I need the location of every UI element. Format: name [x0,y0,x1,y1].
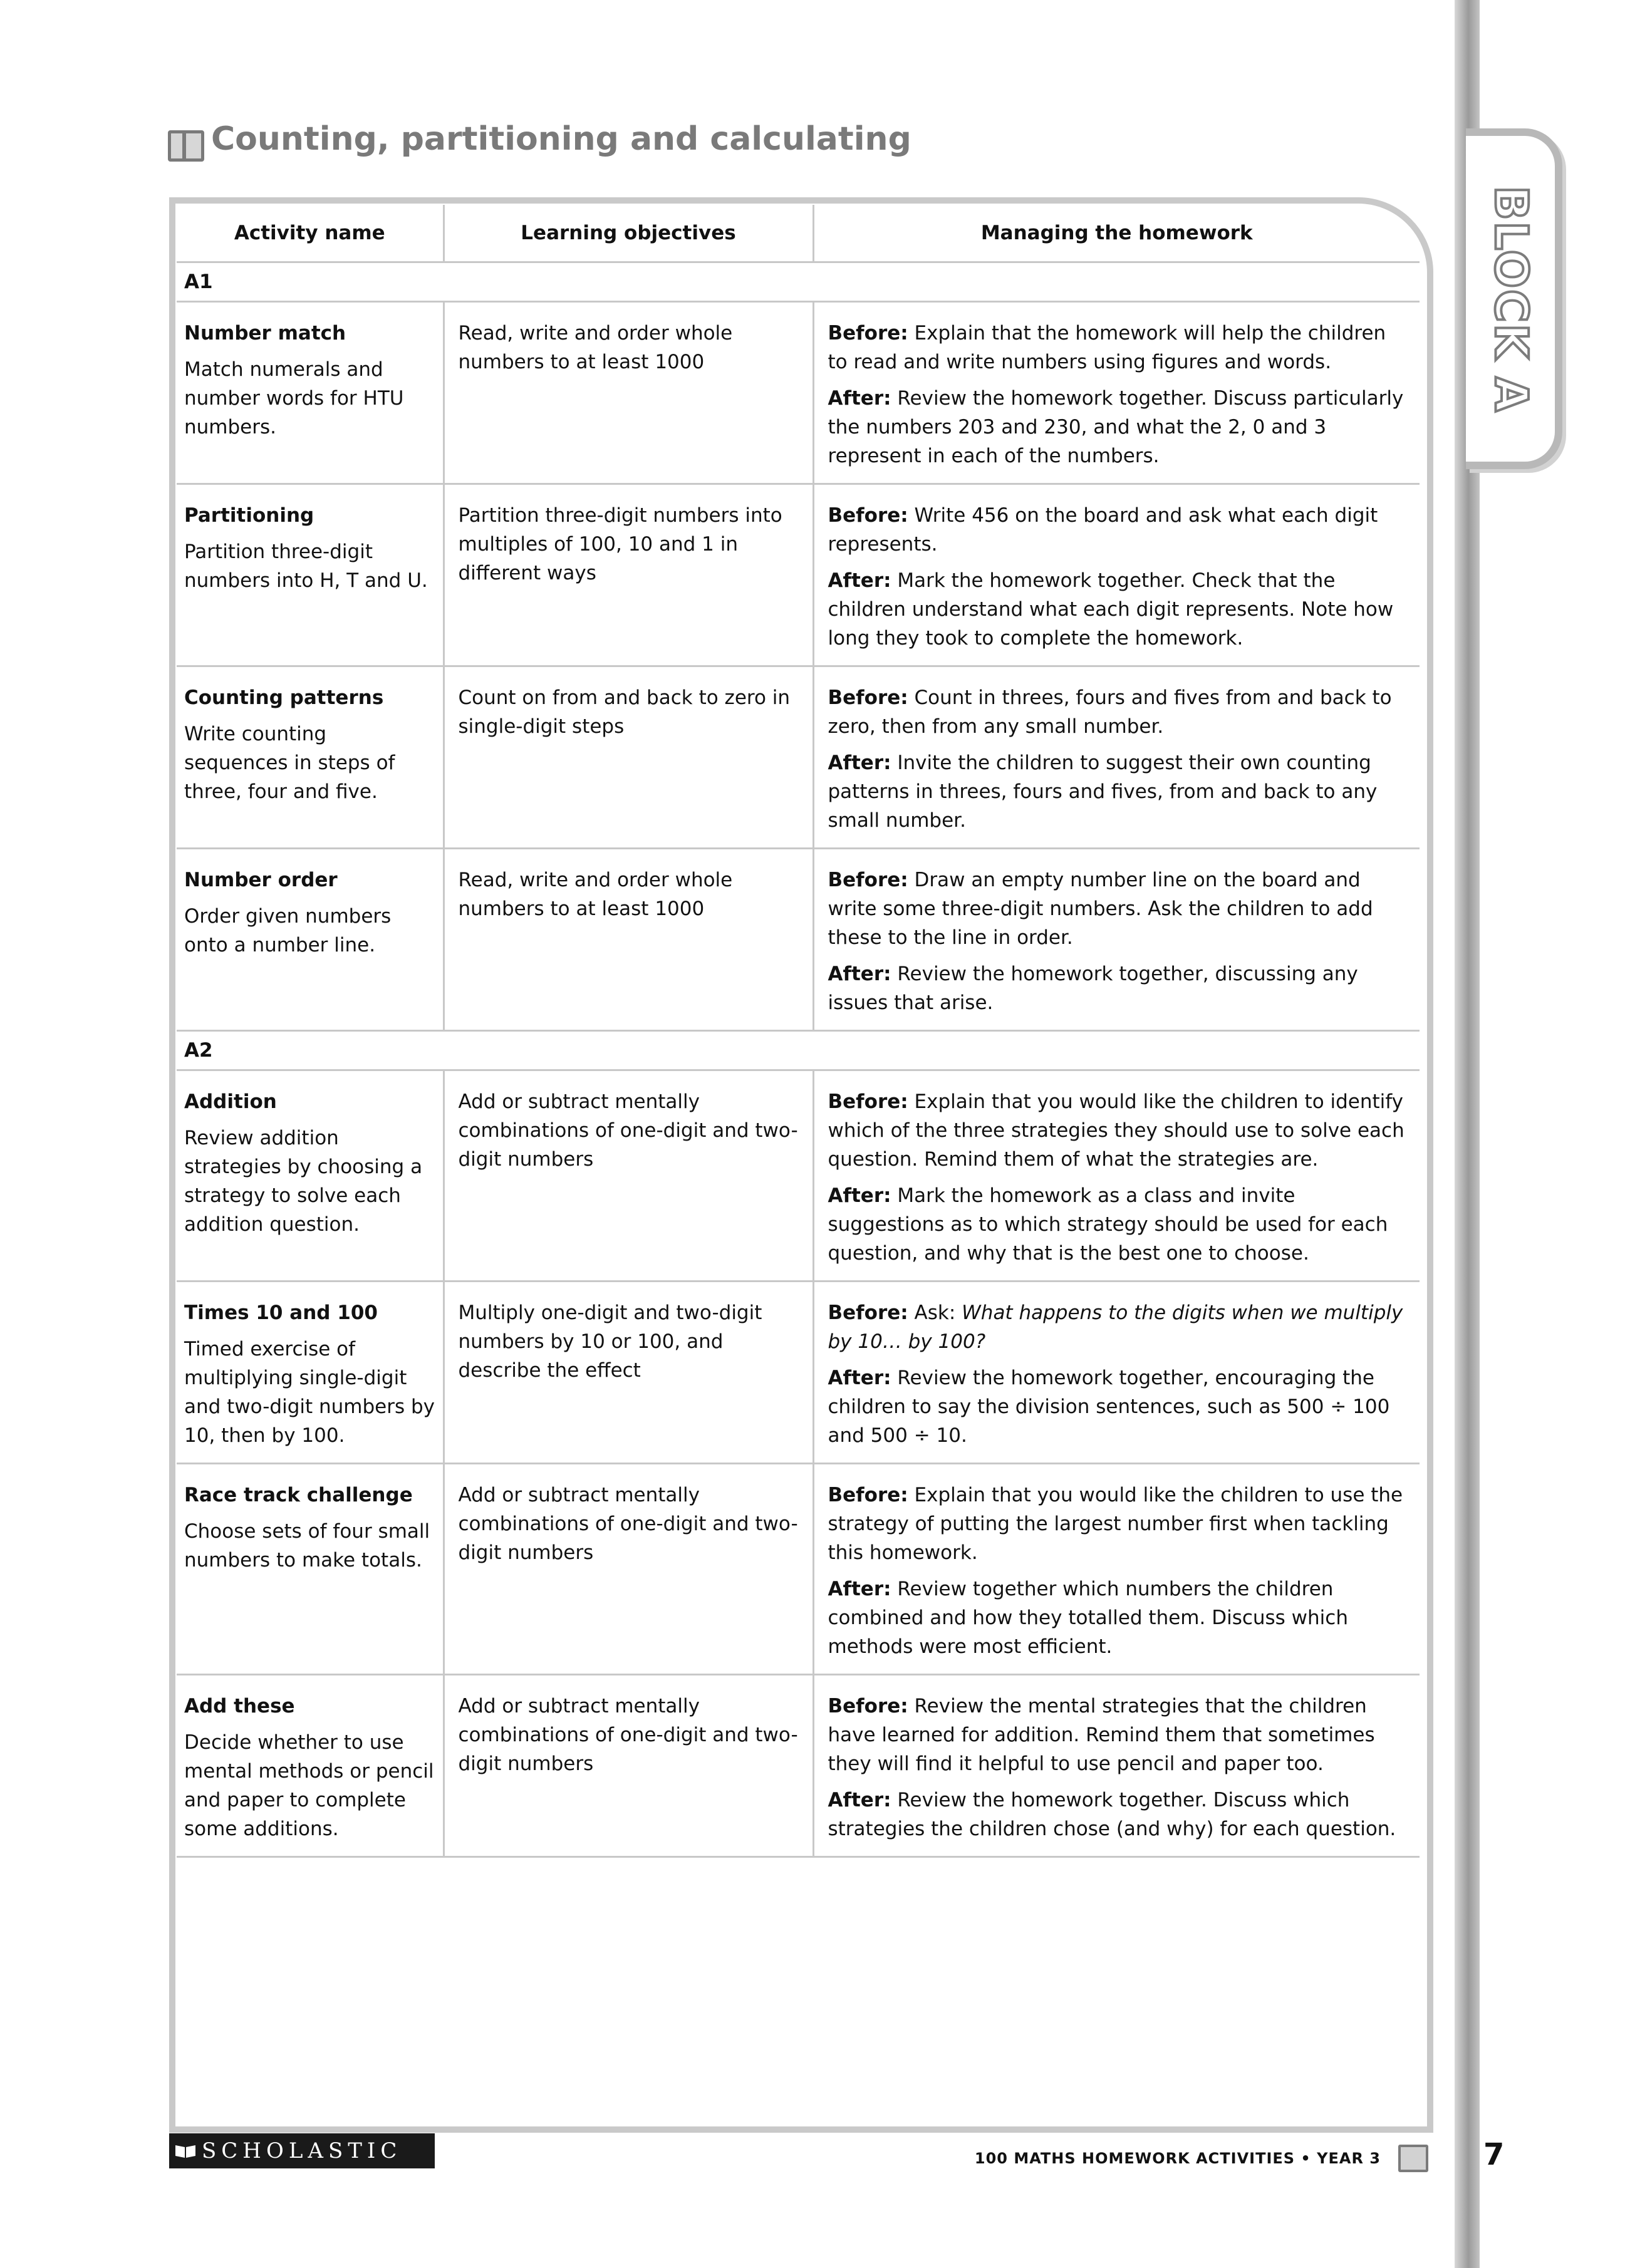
book-icon [1398,2145,1428,2172]
learning-objective: Add or subtract mentally combinations of one-digit and two-digit numbers [458,1090,798,1171]
activity-description: Write counting sequences in steps of three, four and five. [184,723,395,803]
table-row [177,1675,1420,1857]
activity-cell [177,1464,444,1675]
after-label: After: [828,1184,891,1207]
before-label: Before: [828,1695,908,1717]
after-text: Mark the homework together. Check that the children understand what each digit represents. Note how long they took to complete the homework. [828,569,1394,650]
activity-cell [177,1070,444,1282]
activity-name: Times 10 and 100 [184,1302,378,1324]
table-row [177,1282,1420,1464]
after-label: After: [828,752,891,774]
series-title: 100 MATHS HOMEWORK ACTIVITIES • YEAR 3 [974,2150,1381,2167]
table-header-row [177,205,1420,262]
learning-objective: Add or subtract mentally combinations of one-digit and two-digit numbers [458,1695,798,1775]
before-note [828,501,1409,559]
after-note [828,1575,1409,1661]
learning-objective: Count on from and back to zero in single-digit steps [458,686,791,738]
managing-cell [813,484,1420,666]
publisher-name: SCHOLASTIC [202,2138,402,2163]
section-row [177,262,1420,302]
managing-cell [813,1282,1420,1464]
before-note [828,683,1409,741]
table-body [177,262,1420,1857]
activity-description: Review addition strategies by choosing a strategy to solve each addition question. [184,1127,423,1236]
activity-cell [177,1675,444,1857]
after-label: After: [828,569,891,592]
activity-description: Decide whether to use mental methods or pencil and paper to complete some additions. [184,1731,434,1840]
before-label: Before: [828,686,908,709]
table-row [177,302,1420,484]
activity-name: Race track challenge [184,1484,413,1506]
activity-description: Order given numbers onto a number line. [184,905,392,956]
after-text: Review the homework together, encouraging the children to say the division sentences, such as 500 ÷ 100 and 500 ÷ 10. [828,1367,1390,1447]
after-label: After: [828,1367,891,1389]
after-label: After: [828,963,891,985]
after-note [828,1786,1409,1843]
after-note [828,384,1409,470]
after-note [828,1181,1409,1268]
column-header-activity: Activity name [177,205,444,262]
objective-cell [444,302,813,484]
activity-description: Match numerals and number words for HTU numbers. [184,358,404,438]
table-row [177,849,1420,1031]
managing-cell [813,1464,1420,1675]
before-text: Explain that the homework will help the children to read and write numbers using figures and words. [828,322,1386,373]
before-text: Explain that you would like the children to use the strategy of putting the largest number first when tackling this homework. [828,1484,1403,1564]
managing-cell [813,1070,1420,1282]
after-note [828,960,1409,1017]
section-row [177,1031,1420,1070]
book-icon [168,130,204,162]
before-note [828,866,1409,952]
after-note [828,566,1409,653]
after-text: Mark the homework as a class and invite suggestions as to which strategy should be used for each question, and why that is the best one to choose. [828,1184,1388,1265]
objective-cell [444,666,813,849]
after-note [828,1364,1409,1450]
before-note [828,1481,1409,1567]
section-label: A2 [177,1031,1420,1070]
learning-objective: Read, write and order whole numbers to at least 1000 [458,869,733,920]
managing-cell [813,302,1420,484]
objective-cell [444,849,813,1031]
after-label: After: [828,1578,891,1600]
table-row [177,1070,1420,1282]
activity-name: Number match [184,322,346,344]
objective-cell [444,484,813,666]
before-label: Before: [828,1090,908,1113]
objective-cell [444,1464,813,1675]
activity-name: Counting patterns [184,686,384,709]
activity-cell [177,484,444,666]
table-row [177,484,1420,666]
after-note [828,748,1409,835]
activity-description: Choose sets of four small numbers to make totals. [184,1520,430,1572]
managing-cell [813,1675,1420,1857]
page-title: Counting, partitioning and calculating [211,120,911,158]
before-note [828,1298,1409,1356]
before-text: Review the mental strategies that the children have learned for addition. Remind them that sometimes they will find it helpful to use pencil and paper too. [828,1695,1375,1775]
column-header-objectives: Learning objectives [444,205,813,262]
learning-objective: Read, write and order whole numbers to at least 1000 [458,322,733,373]
activity-name: Partitioning [184,504,314,527]
open-book-logo-icon [169,2133,202,2168]
before-text: Draw an empty number line on the board and write some three-digit numbers. Ask the children to add these to the line in order. [828,869,1373,949]
block-tab-label: BLOCK A [1485,185,1538,413]
after-text: Review the homework together. Discuss which strategies the children chose (and why) for each question. [828,1789,1396,1840]
before-text: Count in threes, fours and fives from and back to zero, then from any small number. [828,686,1392,738]
after-label: After: [828,1789,891,1811]
block-tab-label-wrap [1480,185,1542,413]
before-label: Before: [828,869,908,891]
before-label: Before: [828,322,908,344]
after-text: Review together which numbers the children combined and how they totalled them. Discuss which methods were most efficient. [828,1578,1348,1658]
objective-cell [444,1070,813,1282]
learning-objective: Partition three-digit numbers into multiples of 100, 10 and 1 in different ways [458,504,782,584]
before-prefix: Ask: [914,1302,956,1324]
before-note [828,1692,1409,1778]
activity-description: Partition three-digit numbers into H, T and U. [184,541,428,592]
activity-name: Number order [184,869,338,891]
before-note [828,1087,1409,1174]
before-question: What happens to the digits when we multiply by 10… by 100? [828,1302,1403,1353]
managing-cell [813,666,1420,849]
homework-table [177,205,1420,1858]
managing-cell [813,849,1420,1031]
activity-cell [177,666,444,849]
objective-cell [444,1675,813,1857]
after-text: Invite the children to suggest their own counting patterns in threes, fours and fives, from and back to any small number. [828,752,1378,832]
table-row [177,1464,1420,1675]
activity-cell [177,1282,444,1464]
after-text: Review the homework together. Discuss particularly the numbers 203 and 230, and what the 2, 0 and 3 represent in each of the numbers. [828,387,1404,467]
activity-description: Timed exercise of multiplying single-digit and two-digit numbers by 10, then by 100. [184,1338,435,1447]
page-number: 7 [1483,2137,1505,2172]
before-text: Write 456 on the board and ask what each digit represents. [828,504,1378,556]
table-row [177,666,1420,849]
before-note [828,319,1409,376]
before-label: Before: [828,1484,908,1506]
after-label: After: [828,387,891,410]
before-label: Before: [828,1302,908,1324]
learning-objective: Add or subtract mentally combinations of one-digit and two-digit numbers [458,1484,798,1564]
column-header-managing: Managing the homework [813,205,1420,262]
after-text: Review the homework together, discussing any issues that arise. [828,963,1358,1014]
activity-cell [177,849,444,1031]
scholastic-logo [169,2133,435,2168]
activity-name: Add these [184,1695,295,1717]
activity-cell [177,302,444,484]
activity-name: Addition [184,1090,277,1113]
objective-cell [444,1282,813,1464]
before-label: Before: [828,504,908,527]
before-text: Explain that you would like the children to identify which of the three strategies they should use to solve each question. Remind them of what the strategies are. [828,1090,1404,1171]
section-label: A1 [177,262,1420,302]
learning-objective: Multiply one-digit and two-digit numbers by 10 or 100, and describe the effect [458,1302,762,1382]
